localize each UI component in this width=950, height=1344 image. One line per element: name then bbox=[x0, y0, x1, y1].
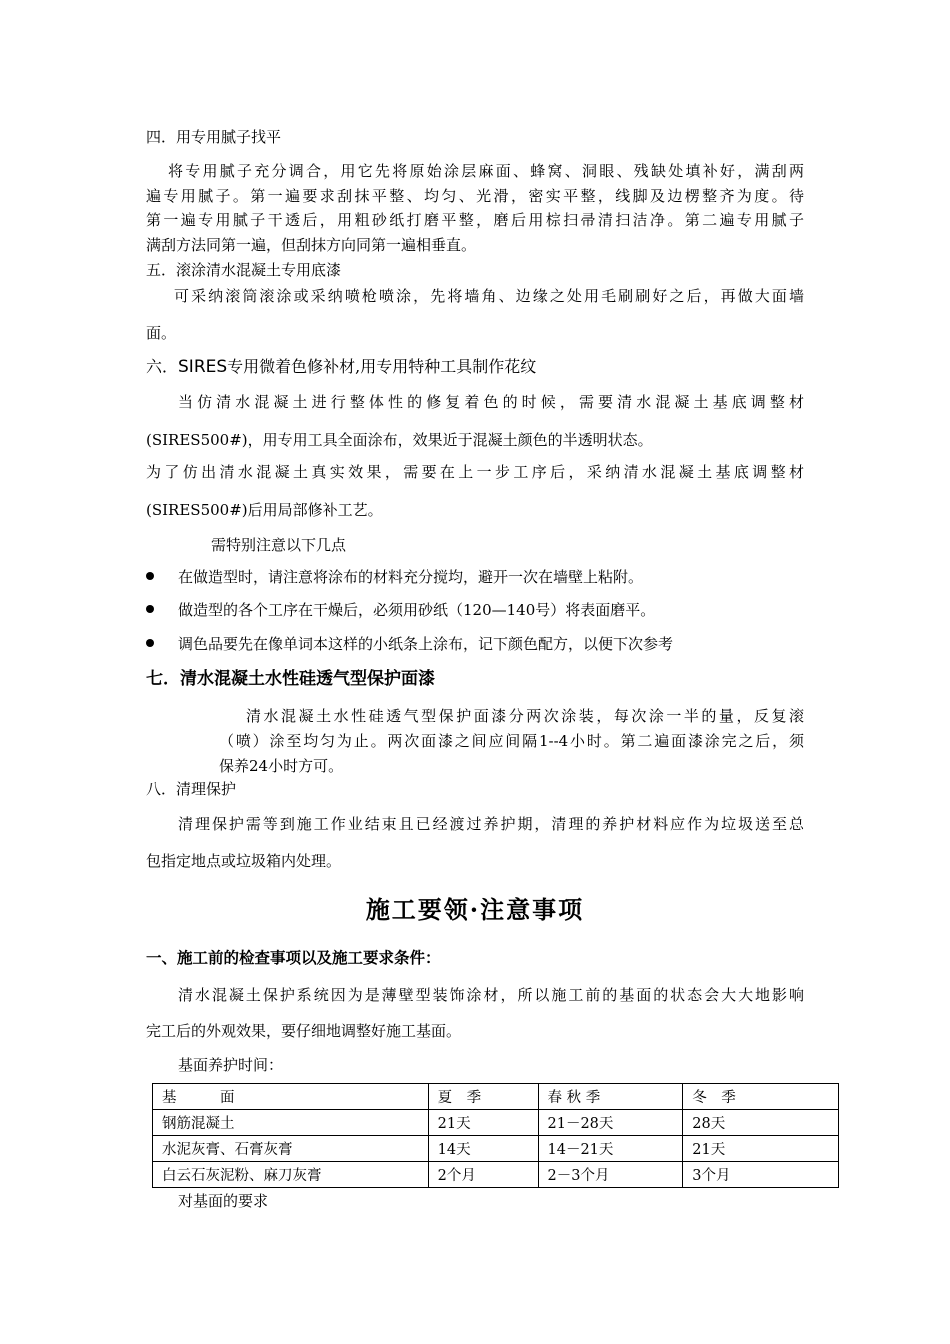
bullet-dot-2 bbox=[146, 605, 154, 613]
bullet-text-2: 做造型的各个工序在干燥后，必须用砂纸（120—140号）将表面磨平。 bbox=[178, 601, 656, 619]
table-cell: 14－21天 bbox=[538, 1136, 683, 1162]
table-cell: 钢筋混凝土 bbox=[153, 1110, 429, 1136]
table-cell: 28天 bbox=[683, 1110, 839, 1136]
section-4-heading: 四．用专用腻子找平 bbox=[146, 128, 282, 146]
section-8-heading: 八．清理保护 bbox=[146, 780, 237, 798]
section-6-para-1: 当仿清水混凝土进行整体性的修复着色的时候，需要清水混凝土基底调整材 bbox=[178, 393, 804, 411]
table-cell: 21天 bbox=[428, 1110, 538, 1136]
table-cell: 2－3个月 bbox=[538, 1162, 683, 1188]
table-row bbox=[153, 1110, 839, 1136]
section-6-heading-prefix: 六． bbox=[146, 357, 179, 376]
bullet-text-3: 调色品要先在像单词本这样的小纸条上涂布，记下颜色配方，以便下次参考 bbox=[178, 635, 674, 653]
section-4-line-2: 遍专用腻子。第一遍要求刮抹平整、均匀、光滑，密实平整，线脚及边楞整齐为度。待 bbox=[146, 187, 804, 205]
table-cell: 白云石灰泥粉、麻刀灰膏 bbox=[153, 1162, 429, 1188]
table-cell: 21－28天 bbox=[538, 1110, 683, 1136]
section-7-line-3: 保养24小时方可。 bbox=[219, 757, 344, 775]
table-row bbox=[153, 1162, 839, 1188]
section-4-line-4: 满刮方法同第一遍，但刮抹方向同第一遍相垂直。 bbox=[146, 236, 477, 254]
table-header-row bbox=[153, 1084, 839, 1110]
section-6-heading-rest: 专用微着色修补材,用专用特种工具制作花纹 bbox=[227, 357, 537, 376]
section-7-line-1: 清水混凝土水性硅透气型保护面漆分两次涂装，每次涂一半的量，反复滚 bbox=[246, 707, 804, 725]
table-row bbox=[153, 1136, 839, 1162]
table-cell: 14天 bbox=[428, 1136, 538, 1162]
section-6-para-2: 为了仿出清水混凝土真实效果，需要在上一步工序后，采纳清水混凝土基底调整材 bbox=[146, 463, 804, 481]
section-6-para-1b: (SIRES500#)，用专用工具全面涂布，效果近于混凝土颜色的半透明状态。 bbox=[146, 431, 653, 449]
table-cell: 21天 bbox=[683, 1136, 839, 1162]
after-table-text: 对基面的要求 bbox=[178, 1192, 269, 1210]
table-header-cell: 基 面 bbox=[153, 1084, 429, 1110]
section-8-line-1: 清理保护需等到施工作业结束且已经渡过养护期，清理的养护材料应作为垃圾送至总 bbox=[178, 815, 804, 833]
bullet-dot-3 bbox=[146, 639, 154, 647]
sec-1-heading: 一、施工前的检查事项以及施工要求条件： bbox=[146, 948, 441, 967]
bullet-text-1: 在做造型时，请注意将涂布的材料充分搅均，避开一次在墙壁上粘附。 bbox=[178, 568, 644, 586]
section-7-heading: 七．清水混凝土水性硅透气型保护面漆 bbox=[146, 669, 435, 689]
bullet-dot-1 bbox=[146, 572, 154, 580]
section-6-heading-sires: SIRES bbox=[178, 357, 228, 377]
main-title: 施工要领·注意事项 bbox=[365, 895, 585, 924]
section-5-line-2: 面。 bbox=[146, 324, 177, 342]
table-cell: 2个月 bbox=[428, 1162, 538, 1188]
sec-1-line-1: 清水混凝土保护系统因为是薄壁型装饰涂材，所以施工前的基面的状态会大大地影响 bbox=[178, 986, 804, 1004]
section-6-note: 需特别注意以下几点 bbox=[211, 536, 347, 554]
table-cell: 水泥灰膏、石膏灰膏 bbox=[153, 1136, 429, 1162]
section-8-line-2: 包指定地点或垃圾箱内处理。 bbox=[146, 852, 342, 870]
table-header-cell: 夏 季 bbox=[428, 1084, 538, 1110]
section-6-para-2b: (SIRES500#)后用局部修补工艺。 bbox=[146, 501, 383, 519]
section-5-line-1: 可采纳滚筒滚涂或采纳喷枪喷涂，先将墙角、边缘之处用毛刷刷好之后，再做大面墙 bbox=[174, 287, 804, 305]
cure-time-label: 基面养护时间： bbox=[178, 1056, 284, 1074]
section-4-line-1: 将专用腻子充分调合，用它先将原始涂层麻面、蜂窝、洞眼、残缺处填补好，满刮两 bbox=[168, 162, 804, 180]
section-4-line-3: 第一遍专用腻子干透后，用粗砂纸打磨平整，磨后用棕扫帚清扫洁净。第二遍专用腻子 bbox=[146, 211, 804, 229]
table-header-cell: 冬 季 bbox=[683, 1084, 839, 1110]
table-header-cell: 春 秋 季 bbox=[538, 1084, 683, 1110]
section-6-heading bbox=[146, 357, 536, 377]
sec-1-line-2: 完工后的外观效果，要仔细地调整好施工基面。 bbox=[146, 1022, 462, 1040]
table-cell: 3个月 bbox=[683, 1162, 839, 1188]
cure-time-table bbox=[152, 1083, 839, 1188]
section-5-heading: 五．滚涂清水混凝土专用底漆 bbox=[146, 261, 342, 279]
section-7-line-2: （喷）涂至均匀为止。两次面漆之间应间隔1--4小时。第二遍面漆涂完之后，须 bbox=[219, 732, 804, 750]
